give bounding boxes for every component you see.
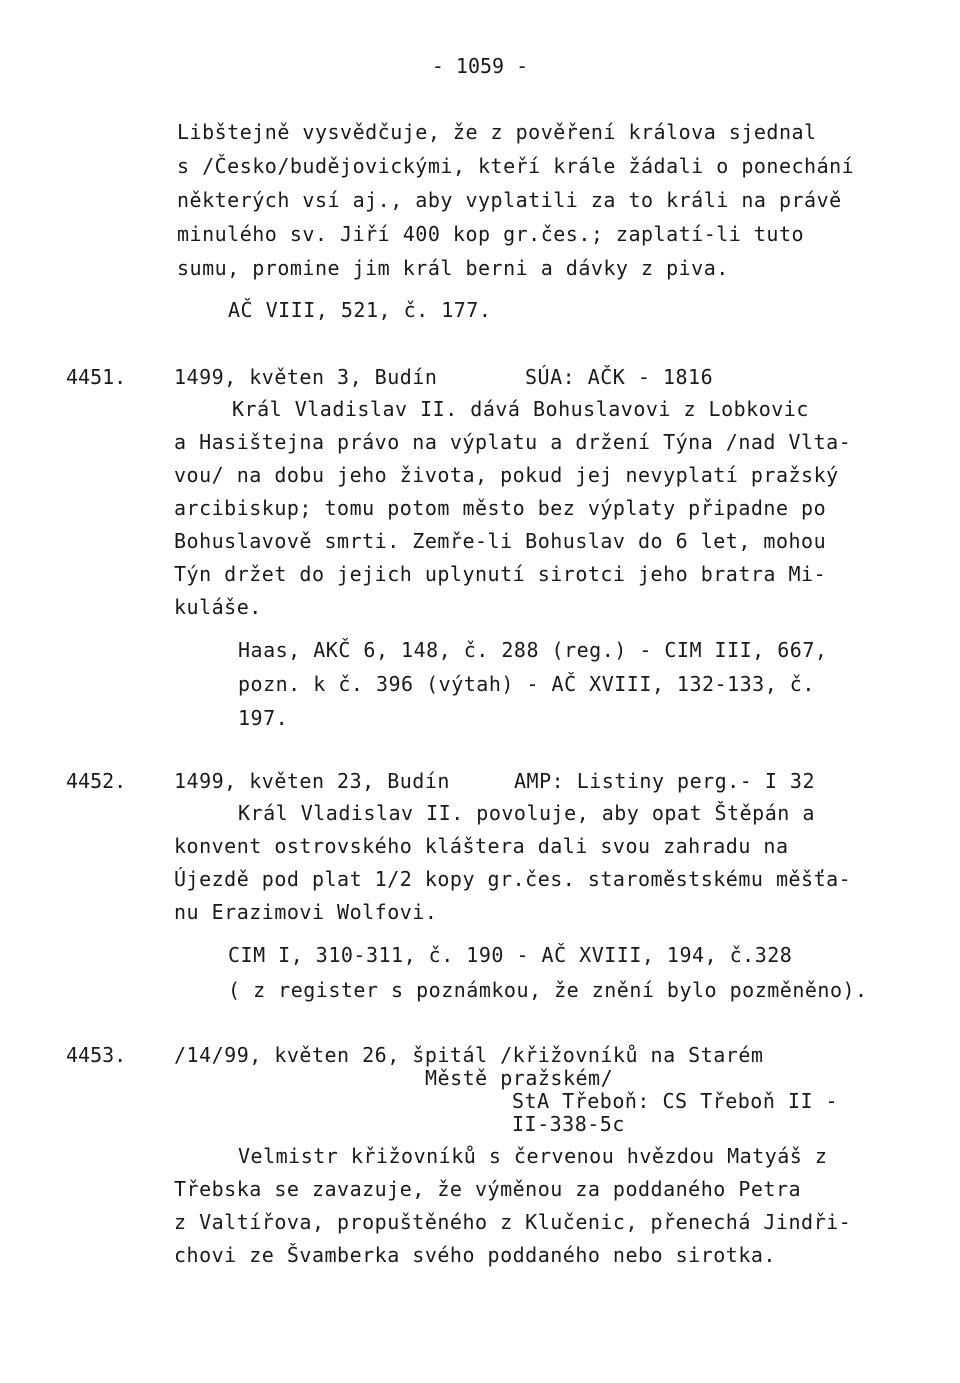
text-line: Újezdě pod plat 1/2 kopy gr.čes. staroměstskému měšťa-	[174, 867, 852, 891]
archive-reference: SÚA: AČK - 1816	[525, 365, 714, 389]
archive-reference: AMP: Listiny perg.- I 32	[514, 769, 815, 793]
text-line: konvent ostrovského kláštera dali svou zahradu na	[174, 834, 789, 858]
source-citation: 197.	[238, 706, 289, 730]
entry-number: 4453.	[66, 1043, 127, 1067]
text-line: Libštejně vysvědčuje, že z pověření králova sjednal	[177, 120, 817, 144]
source-citation: CIM I, 310-311, č. 190 - AČ XVIII, 194, č.328	[228, 943, 793, 967]
text-line: Třebska se zavazuje, že výměnou za poddaného Petra	[174, 1177, 802, 1201]
text-line: nu Erazimovi Wolfovi.	[174, 900, 438, 924]
entry-header: 1499, květen 23, Budín	[174, 769, 450, 793]
text-line: s /Česko/budějovickými, kteří krále žádali o ponechání	[177, 154, 855, 178]
text-line: a Hasištejna právo na výplatu a držení Týna /nad Vlta-	[174, 430, 852, 454]
entry-number: 4452.	[66, 769, 127, 793]
entry-header: 1499, květen 3, Budín	[174, 365, 438, 389]
text-line: arcibiskup; tomu potom město bez výplaty připadne po	[174, 496, 827, 520]
text-line: některých vsí aj., aby vyplatili za to králi na právě	[177, 188, 842, 212]
entry-number: 4451.	[66, 365, 127, 389]
source-citation: pozn. k č. 396 (výtah) - AČ XVIII, 132-133, č.	[238, 672, 815, 696]
text-line: chovi ze Švamberka svého poddaného nebo sirotka.	[174, 1243, 776, 1267]
source-citation: ( z register s poznámkou, že znění bylo pozměněno).	[228, 978, 868, 1002]
text-line: minulého sv. Jiří 400 kop gr.čes.; zaplatí-li tuto	[177, 222, 805, 246]
source-citation: AČ VIII, 521, č. 177.	[228, 298, 492, 322]
entry-header: /14/99, květen 26, špitál /křižovníků na Starém	[174, 1043, 764, 1067]
archive-reference: StA Třeboň: CS Třeboň II -	[512, 1089, 839, 1113]
text-line: Král Vladislav II. dává Bohuslavovi z Lobkovic	[232, 397, 809, 421]
text-line: sumu, promine jim král berni a dávky z piva.	[177, 256, 729, 280]
text-line: vou/ na dobu jeho života, pokud jej nevyplatí pražský	[174, 463, 839, 487]
text-line: Bohuslavově smrti. Zemře-li Bohuslav do 6 let, mohou	[174, 529, 827, 553]
archive-reference-continued: II-338-5c	[512, 1112, 625, 1136]
entry-header-continued: Městě pražském/	[425, 1066, 614, 1090]
page-number: - 1059 -	[431, 54, 529, 78]
text-line: z Valtířova, propuštěného z Klučenic, přenechá Jindři-	[174, 1210, 852, 1234]
text-line: Velmistr křižovníků s červenou hvězdou Matyáš z	[238, 1144, 828, 1168]
text-line: Týn držet do jejich uplynutí sirotci jeho bratra Mi-	[174, 562, 827, 586]
text-line: Král Vladislav II. povoluje, aby opat Štěpán a	[238, 801, 815, 825]
source-citation: Haas, AKČ 6, 148, č. 288 (reg.) - CIM III, 667,	[238, 638, 828, 662]
text-line: kuláše.	[174, 595, 262, 619]
